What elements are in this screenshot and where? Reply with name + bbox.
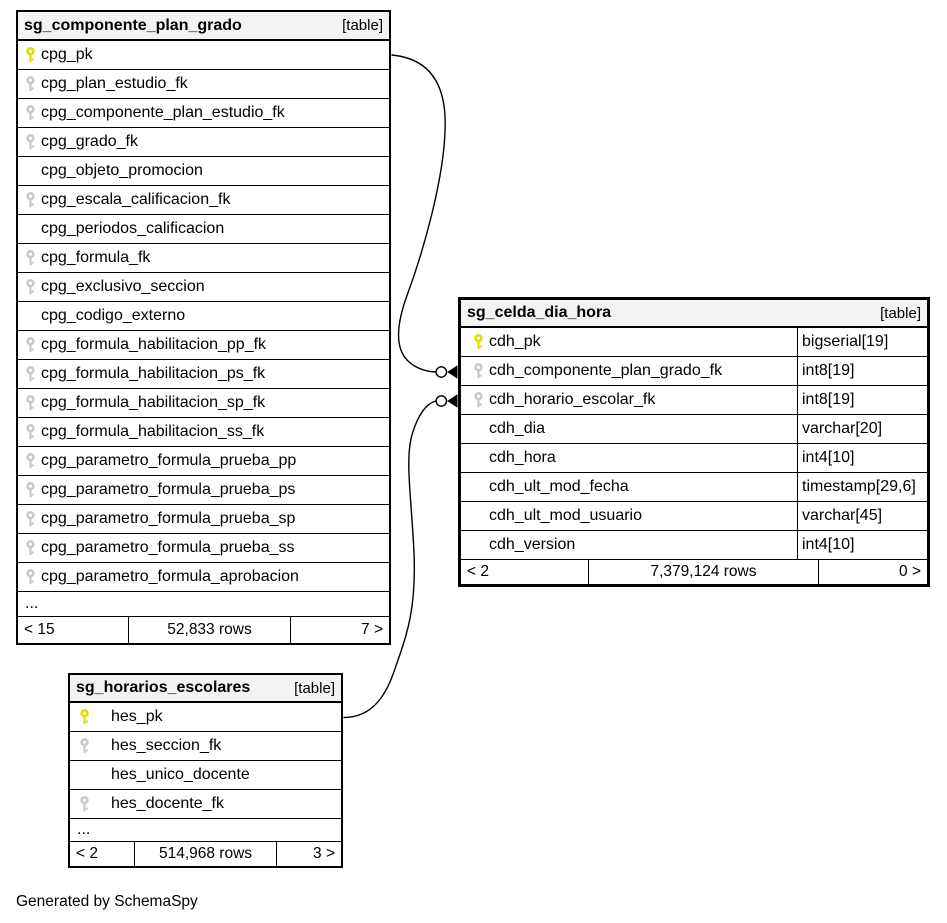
related-children-count: 3 > <box>276 842 341 866</box>
column-row-cpg_formula_habilitacion_ss_fk <box>18 418 389 447</box>
column-row-cdh_horario_escolar_fk <box>461 386 927 415</box>
column-name: cdh_ult_mod_fecha <box>489 478 629 495</box>
table-type-tag: [table] <box>342 17 383 34</box>
column-name: cdh_horario_escolar_fk <box>489 391 656 408</box>
foreign-key-icon <box>79 738 111 754</box>
column-type: timestamp[29,6] <box>797 473 927 501</box>
column-type: int8[19] <box>797 386 927 414</box>
column-row-hes_docente_fk <box>70 790 341 819</box>
column-name: hes_docente_fk <box>111 795 224 812</box>
column-row-cpg_exclusivo_seccion <box>18 273 389 302</box>
related-children-count: 0 > <box>818 560 927 584</box>
foreign-key-icon <box>25 337 41 353</box>
column-row-hes_unico_docente <box>70 761 341 790</box>
column-name: hes_pk <box>111 708 163 725</box>
table-sg_celda_dia_hora <box>458 297 930 587</box>
table-title: sg_celda_dia_hora <box>467 304 612 321</box>
foreign-key-icon <box>25 540 41 556</box>
column-row-cdh_version <box>461 531 927 560</box>
foreign-key-icon <box>25 366 41 382</box>
primary-key-icon <box>473 334 489 350</box>
column-name: cpg_formula_fk <box>41 249 151 266</box>
column-name: cdh_pk <box>489 333 541 350</box>
column-row-cpg_objeto_promocion <box>18 157 389 186</box>
foreign-key-icon <box>25 250 41 266</box>
table-stats-footer <box>461 560 927 584</box>
foreign-key-icon <box>25 482 41 498</box>
zero-or-one-circle-icon <box>436 396 446 406</box>
column-name: cpg_parametro_formula_prueba_sp <box>41 510 296 527</box>
column-row-cpg_grado_fk <box>18 128 389 157</box>
foreign-key-icon <box>25 105 41 121</box>
column-row-cpg_parametro_formula_prueba_pp <box>18 447 389 476</box>
table-sg_componente_plan_grado <box>16 10 391 645</box>
relationship-edge-componente-plan-grado <box>392 55 458 379</box>
column-row-cpg_formula_habilitacion_sp_fk <box>18 389 389 418</box>
foreign-key-icon <box>25 511 41 527</box>
column-row-cdh_dia <box>461 415 927 444</box>
column-row-cpg_parametro_formula_aprobacion <box>18 563 389 592</box>
column-name: cdh_hora <box>489 449 556 466</box>
column-name: cpg_pk <box>41 46 93 63</box>
column-row-cpg_parametro_formula_prueba_sp <box>18 505 389 534</box>
column-name: cpg_parametro_formula_prueba_pp <box>41 452 297 469</box>
zero-or-one-circle-icon <box>436 367 446 377</box>
table-header-sg_componente_plan_grado[interactable] <box>18 12 389 41</box>
column-name: cpg_exclusivo_seccion <box>41 278 205 295</box>
column-name: cpg_componente_plan_estudio_fk <box>41 104 285 121</box>
more-columns-ellipsis: ... <box>70 819 341 842</box>
column-name: cpg_escala_calificacion_fk <box>41 191 231 208</box>
generated-by-note: Generated by SchemaSpy <box>16 893 198 910</box>
column-row-cdh_ult_mod_fecha <box>461 473 927 502</box>
column-name: cpg_grado_fk <box>41 133 138 150</box>
column-row-cpg_formula_fk <box>18 244 389 273</box>
column-name: cdh_version <box>489 536 576 553</box>
arrowhead-icon <box>447 394 457 408</box>
foreign-key-icon <box>25 453 41 469</box>
column-row-cdh_componente_plan_grado_fk <box>461 357 927 386</box>
table-type-tag: [table] <box>294 679 335 697</box>
related-parents-count: < 15 <box>24 621 55 638</box>
foreign-key-icon <box>25 424 41 440</box>
column-row-cpg_codigo_externo <box>18 302 389 331</box>
table-header-sg_horarios_escolares[interactable] <box>70 675 341 703</box>
foreign-key-icon <box>473 392 489 408</box>
column-name: cpg_formula_habilitacion_ss_fk <box>41 423 265 440</box>
column-row-cpg_parametro_formula_prueba_ss <box>18 534 389 563</box>
column-type: varchar[20] <box>797 415 927 443</box>
column-name: cpg_codigo_externo <box>41 307 186 324</box>
column-row-cpg_pk <box>18 41 389 70</box>
foreign-key-icon <box>25 279 41 295</box>
column-row-hes_pk <box>70 703 341 732</box>
primary-key-icon <box>25 47 41 63</box>
column-name: cpg_parametro_formula_prueba_ps <box>41 481 296 498</box>
row-count: 7,379,124 rows <box>588 560 818 584</box>
column-name: cpg_parametro_formula_aprobacion <box>41 568 299 585</box>
column-row-cdh_hora <box>461 444 927 473</box>
primary-key-icon <box>79 709 111 725</box>
table-title: sg_horarios_escolares <box>76 679 251 696</box>
column-type: int4[10] <box>797 444 927 472</box>
column-row-cpg_plan_estudio_fk <box>18 70 389 99</box>
column-type: int8[19] <box>797 357 927 385</box>
foreign-key-icon <box>79 796 111 812</box>
column-name: cdh_ult_mod_usuario <box>489 507 642 524</box>
column-row-cpg_formula_habilitacion_ps_fk <box>18 360 389 389</box>
column-row-cpg_escala_calificacion_fk <box>18 186 389 215</box>
foreign-key-icon <box>25 192 41 208</box>
foreign-key-icon <box>473 363 489 379</box>
related-parents-count: < 2 <box>467 563 489 580</box>
column-type: int4[10] <box>797 531 927 559</box>
table-stats-footer <box>70 842 341 866</box>
table-type-tag: [table] <box>880 304 921 322</box>
row-count: 514,968 rows <box>134 842 276 866</box>
column-row-cdh_ult_mod_usuario <box>461 502 927 531</box>
column-name: cdh_componente_plan_grado_fk <box>489 362 723 379</box>
column-type: varchar[45] <box>797 502 927 530</box>
column-row-cdh_pk <box>461 328 927 357</box>
edge-line <box>392 55 446 372</box>
foreign-key-icon <box>25 395 41 411</box>
column-row-cpg_parametro_formula_prueba_ps <box>18 476 389 505</box>
column-name: hes_seccion_fk <box>111 737 222 754</box>
foreign-key-icon <box>25 76 41 92</box>
column-name: cpg_parametro_formula_prueba_ss <box>41 539 295 556</box>
arrowhead-icon <box>447 365 457 379</box>
column-row-cpg_formula_habilitacion_pp_fk <box>18 331 389 360</box>
column-row-cpg_componente_plan_estudio_fk <box>18 99 389 128</box>
column-name: cdh_dia <box>489 420 546 437</box>
column-row-hes_seccion_fk <box>70 732 341 761</box>
column-name: hes_unico_docente <box>111 766 250 783</box>
table-sg_horarios_escolares <box>68 673 343 868</box>
column-name: cpg_formula_habilitacion_ps_fk <box>41 365 266 382</box>
foreign-key-icon <box>25 134 41 150</box>
table-stats-footer <box>18 617 389 643</box>
table-title: sg_componente_plan_grado <box>24 16 242 34</box>
column-name: cpg_formula_habilitacion_sp_fk <box>41 394 266 411</box>
related-children-count: 7 > <box>290 617 389 643</box>
table-header-sg_celda_dia_hora[interactable] <box>461 300 927 328</box>
column-row-cpg_periodos_calificacion <box>18 215 389 244</box>
related-parents-count: < 2 <box>76 845 98 862</box>
column-name: cpg_formula_habilitacion_pp_fk <box>41 336 267 353</box>
row-count: 52,833 rows <box>128 617 290 643</box>
foreign-key-icon <box>25 569 41 585</box>
more-columns-ellipsis: ... <box>18 592 389 617</box>
column-name: cpg_periodos_calificacion <box>41 220 225 237</box>
column-name: cpg_objeto_promocion <box>41 162 203 179</box>
column-name: cpg_plan_estudio_fk <box>41 75 188 92</box>
column-type: bigserial[19] <box>797 328 927 356</box>
